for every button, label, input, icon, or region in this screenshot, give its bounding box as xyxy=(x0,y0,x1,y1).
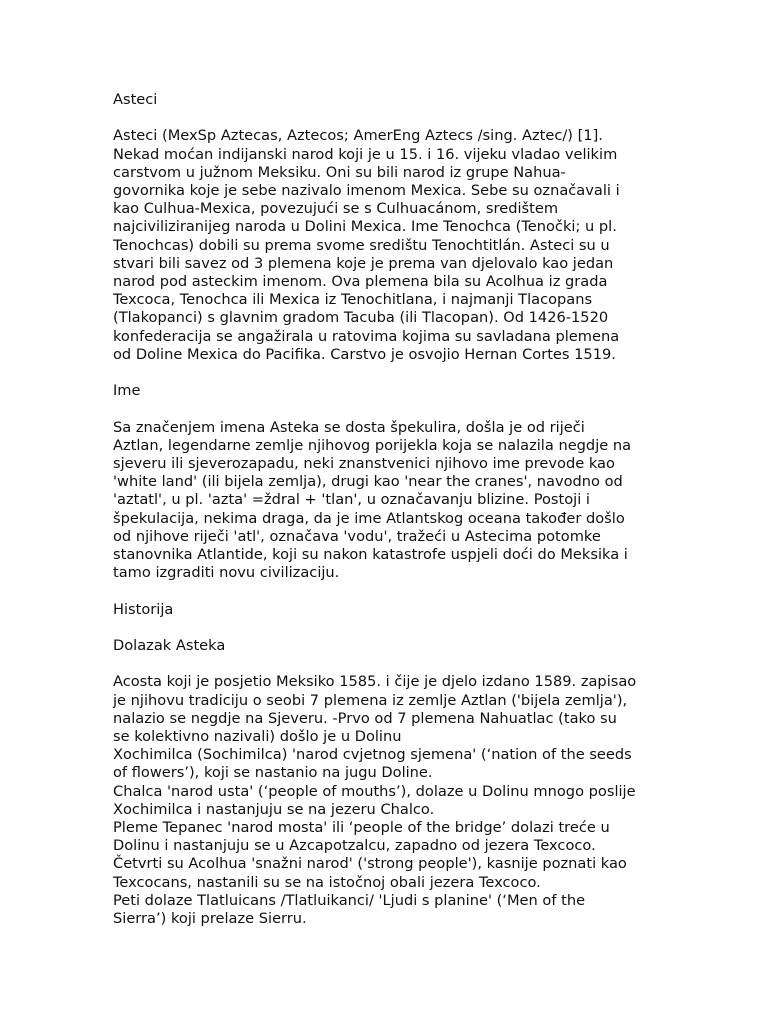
paragraph-line: Dolinu i nastanjuju se u Azcapotzalcu, zapadno od jezera Texcoco. xyxy=(113,837,596,855)
paragraph-line: Peti dolaze Tlatluicans /Tlatluikanci/ 'Ljudi s planine' (‘Men of the xyxy=(113,891,586,909)
paragraph-line: Xochimilca (Sochimilca) 'narod cvjetnog sjemena' (‘nation of the seeds xyxy=(113,746,632,764)
paragraph-gap xyxy=(113,582,658,600)
paragraph-line: konfederacija se angažirala u ratovima kojima su savladana plemena xyxy=(113,327,620,345)
paragraph-gap xyxy=(113,655,658,673)
heading-text: Asteci xyxy=(113,91,158,108)
paragraph-line: govornika koje je sebe nazivalo imenom Mexica. Sebe su označavali i xyxy=(113,182,620,199)
body-paragraph xyxy=(113,419,658,583)
paragraph-line: Texcocans, nastanili su se na istočnoj obali jezera Texcoco. xyxy=(113,873,541,891)
paragraph-line: Četvrti su Acolhua 'snažni narod' ('strong people'), kasnije poznati kao xyxy=(113,855,627,873)
heading-text: Dolazak Asteka xyxy=(113,637,226,655)
paragraph-line: od njihove riječi 'atl', označava 'vodu', tražeći u Astecima potomke xyxy=(113,527,601,545)
paragraph-line: Texcoca, Tenochca ili Mexica iz Tenochitlana, i najmanji Tlacopans xyxy=(113,291,593,309)
heading-text: Historija xyxy=(113,600,174,618)
paragraph-line: od Doline Mexica do Pacifika. Carstvo je osvojio Hernan Cortes 1519. xyxy=(113,345,616,363)
paragraph-line: Asteci (MexSp Aztecas, Aztecos; AmerEng Aztecs /sing. Aztec/) [1]. xyxy=(113,127,603,145)
paragraph-line: tamo izgraditi novu civilizaciju. xyxy=(113,564,340,582)
paragraph-line: Sa značenjem imena Asteka se dosta špekulira, došla je od riječi xyxy=(113,418,585,436)
paragraph-line: Pleme Tepanec 'narod mosta' ili ‘people of the bridge’ dolazi treće u xyxy=(113,819,610,837)
paragraph-line: (Tlakopanci) s glavnim gradom Tacuba (ili Tlacopan). Od 1426-1520 xyxy=(113,309,609,327)
document-page xyxy=(113,91,658,928)
paragraph-line: carstvom u južnom Meksiku. Oni su bili narod iz grupe Nahua- xyxy=(113,163,566,181)
paragraph-gap xyxy=(113,364,658,382)
section-heading xyxy=(113,601,658,619)
paragraph-line: špekulacija, nekima draga, da je ime Atlantskog oceana također došlo xyxy=(113,509,625,527)
paragraph-line: Tenochcas) dobili su prema svome središtu Tenochtitlán. Asteci su u xyxy=(113,236,610,254)
paragraph-line: najciviliziranijeg naroda u Dolini Mexica. Ime Tenochca (Tenočki; u pl. xyxy=(113,218,617,236)
paragraph-line: je njihovu tradiciju o seobi 7 plemena iz zemlje Aztlan ('bijela zemlja'), xyxy=(113,691,628,709)
paragraph-line: of flowers’), koji se nastanio na jugu Doline. xyxy=(113,764,433,782)
section-heading xyxy=(113,91,658,109)
paragraph-line: sjeveru ili sjeverozapadu, neki znanstvenici njihovo ime prevode kao xyxy=(113,455,615,473)
paragraph-line: Acosta koji je posjetio Meksiko 1585. i čije je djelo izdano 1589. zapisao xyxy=(113,673,637,691)
heading-text: Ime xyxy=(113,382,141,400)
paragraph-line: stvari bili savez od 3 plemena koje je prema van djelovalo kao jedan xyxy=(113,254,614,272)
paragraph-line: kao Culhua-Mexica, povezujući se s Culhuacánom, središtem xyxy=(113,200,559,218)
body-paragraph xyxy=(113,673,658,928)
paragraph-line: Aztlan, legendarne zemlje njihovog porijekla koja se nalazila negdje na xyxy=(113,436,632,454)
paragraph-line: 'aztatl', u pl. 'azta' =ždral + 'tlan', u označavanju blizine. Postoji i xyxy=(113,491,590,509)
paragraph-line: stanovnika Atlantide, koji su nakon katastrofe uspjeli doći do Meksika i xyxy=(113,546,628,564)
body-paragraph xyxy=(113,127,658,364)
paragraph-gap xyxy=(113,400,658,418)
paragraph-line: Xochimilca i nastanjuju se na jezeru Chalco. xyxy=(113,800,435,818)
paragraph-line: Chalca 'narod usta' (‘people of mouths’), dolaze u Dolinu mnogo poslije xyxy=(113,782,636,800)
paragraph-line: 'white land' (ili bijela zemlja), drugi kao 'near the cranes', navodno od xyxy=(113,473,623,491)
paragraph-gap xyxy=(113,619,658,637)
section-heading xyxy=(113,382,658,400)
paragraph-line: narod pod asteckim imenom. Ova plemena bila su Acolhua iz grada xyxy=(113,273,608,291)
paragraph-line: Sierra’) koji prelaze Sierru. xyxy=(113,910,307,928)
paragraph-line: Nekad moćan indijanski narod koji je u 15. i 16. vijeku vladao velikim xyxy=(113,145,618,163)
section-heading xyxy=(113,637,658,655)
paragraph-line: nalazio se negdje na Sjeveru. -Prvo od 7 plemena Nahuatlac (tako su xyxy=(113,709,617,727)
paragraph-line: se kolektivno nazivali) došlo je u Dolinu xyxy=(113,728,402,746)
paragraph-gap xyxy=(113,109,658,127)
